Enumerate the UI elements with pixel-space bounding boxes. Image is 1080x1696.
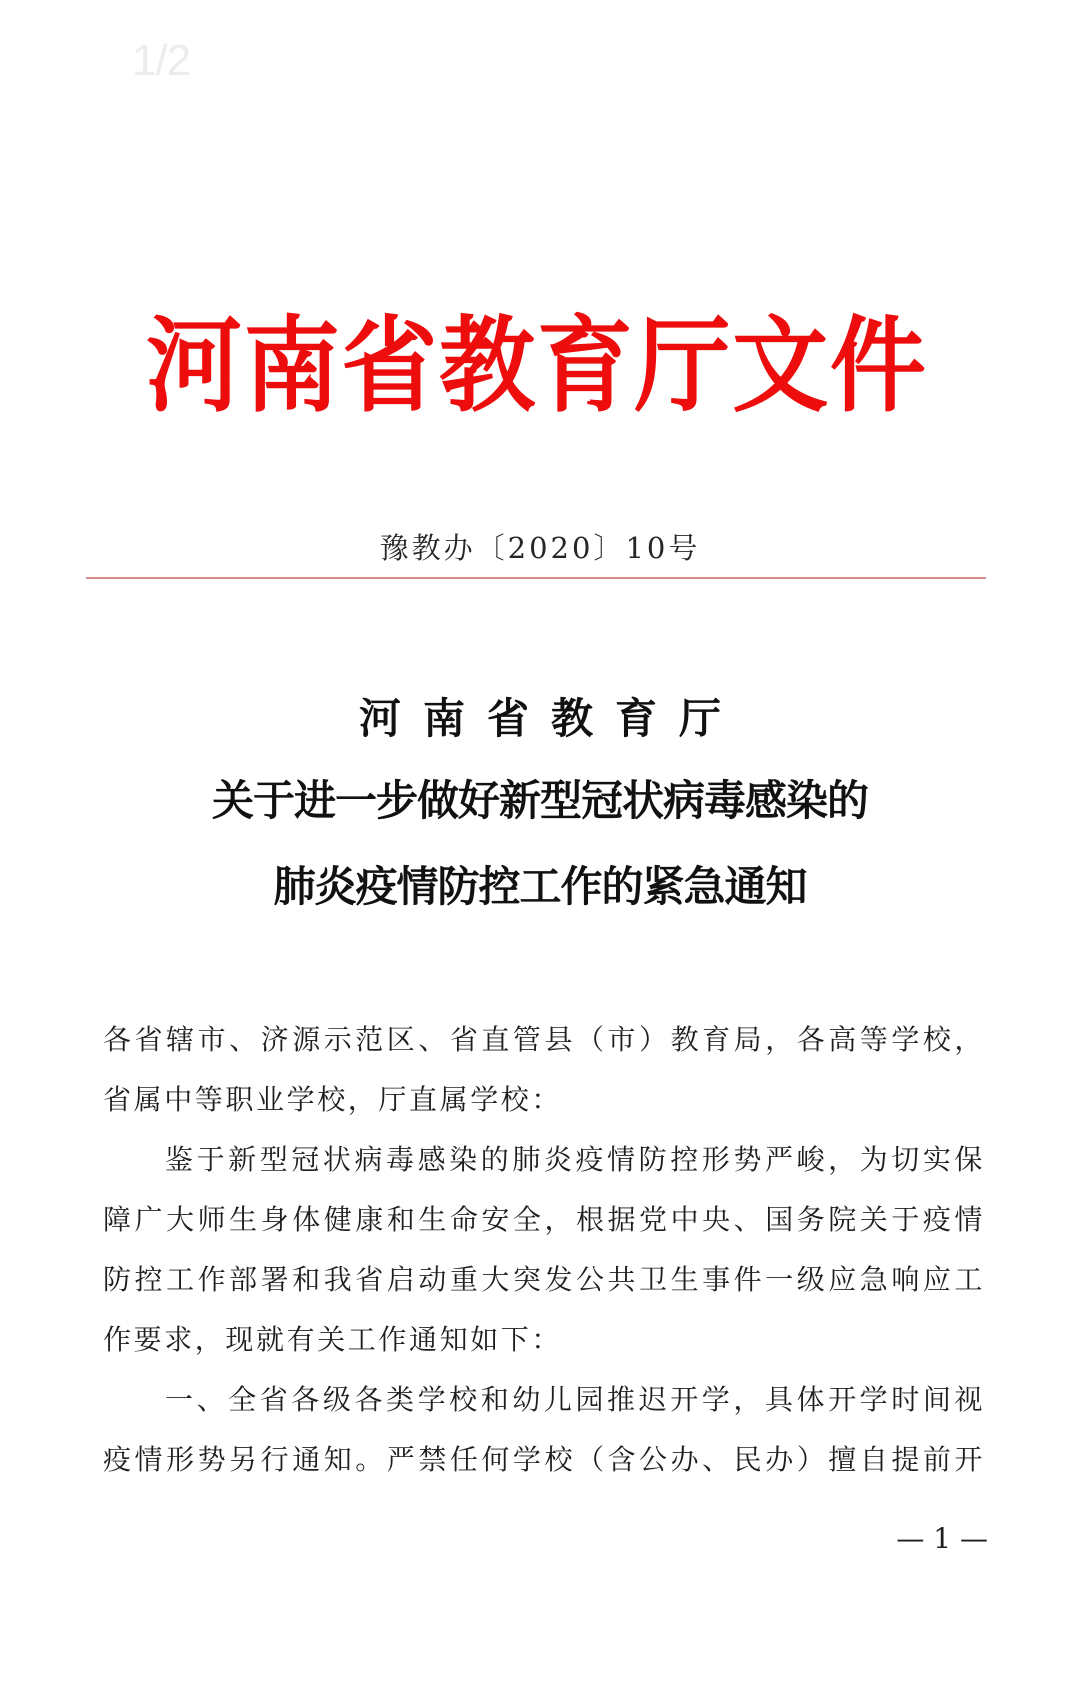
page-number: — 1 — bbox=[896, 1522, 988, 1555]
letterhead-char: 河 bbox=[146, 304, 242, 427]
addressee-line: 各省辖市、济源示范区、省直管县（市）教育局，各高等学校， bbox=[103, 1023, 985, 1056]
body-paragraph-line: 鉴于新型冠状病毒感染的肺炎疫情防控形势严峻，为切实保 bbox=[165, 1143, 985, 1176]
letterhead-title bbox=[146, 304, 926, 427]
title-line-2: 关于进一步做好新型冠状病毒感染的 bbox=[211, 776, 868, 825]
letterhead-char: 厅 bbox=[634, 304, 731, 427]
body-paragraph-line: 疫情形势另行通知。严禁任何学校（含公办、民办）擅自提前开 bbox=[103, 1443, 985, 1476]
letterhead-char: 育 bbox=[536, 304, 633, 427]
title-issuer: 河南省教育厅 bbox=[358, 694, 743, 743]
page-indicator: 1/2 bbox=[132, 36, 191, 85]
document-body bbox=[103, 1018, 985, 1498]
red-divider bbox=[86, 577, 986, 579]
body-paragraph-line: 防控工作部署和我省启动重大突发公共卫生事件一级应急响应工 bbox=[103, 1263, 985, 1296]
addressee-line: 省属中等职业学校，厅直属学校： bbox=[103, 1083, 563, 1116]
body-paragraph-line: 作要求，现就有关工作通知如下： bbox=[103, 1323, 563, 1356]
title-line-3: 肺炎疫情防控工作的紧急通知 bbox=[273, 862, 807, 911]
document-number: 豫教办〔2020〕10号 bbox=[379, 531, 701, 565]
letterhead-char: 南 bbox=[243, 304, 340, 427]
body-paragraph-line: 障广大师生身体健康和生命安全，根据党中央、国务院关于疫情 bbox=[103, 1203, 985, 1236]
letterhead-char: 件 bbox=[829, 304, 926, 427]
document-title bbox=[0, 694, 1080, 911]
body-paragraph-line: 一、全省各级各类学校和幼儿园推迟开学，具体开学时间视 bbox=[165, 1383, 985, 1416]
letterhead-char: 教 bbox=[439, 304, 536, 427]
letterhead-char: 省 bbox=[341, 304, 438, 427]
letterhead-char: 文 bbox=[732, 304, 829, 427]
